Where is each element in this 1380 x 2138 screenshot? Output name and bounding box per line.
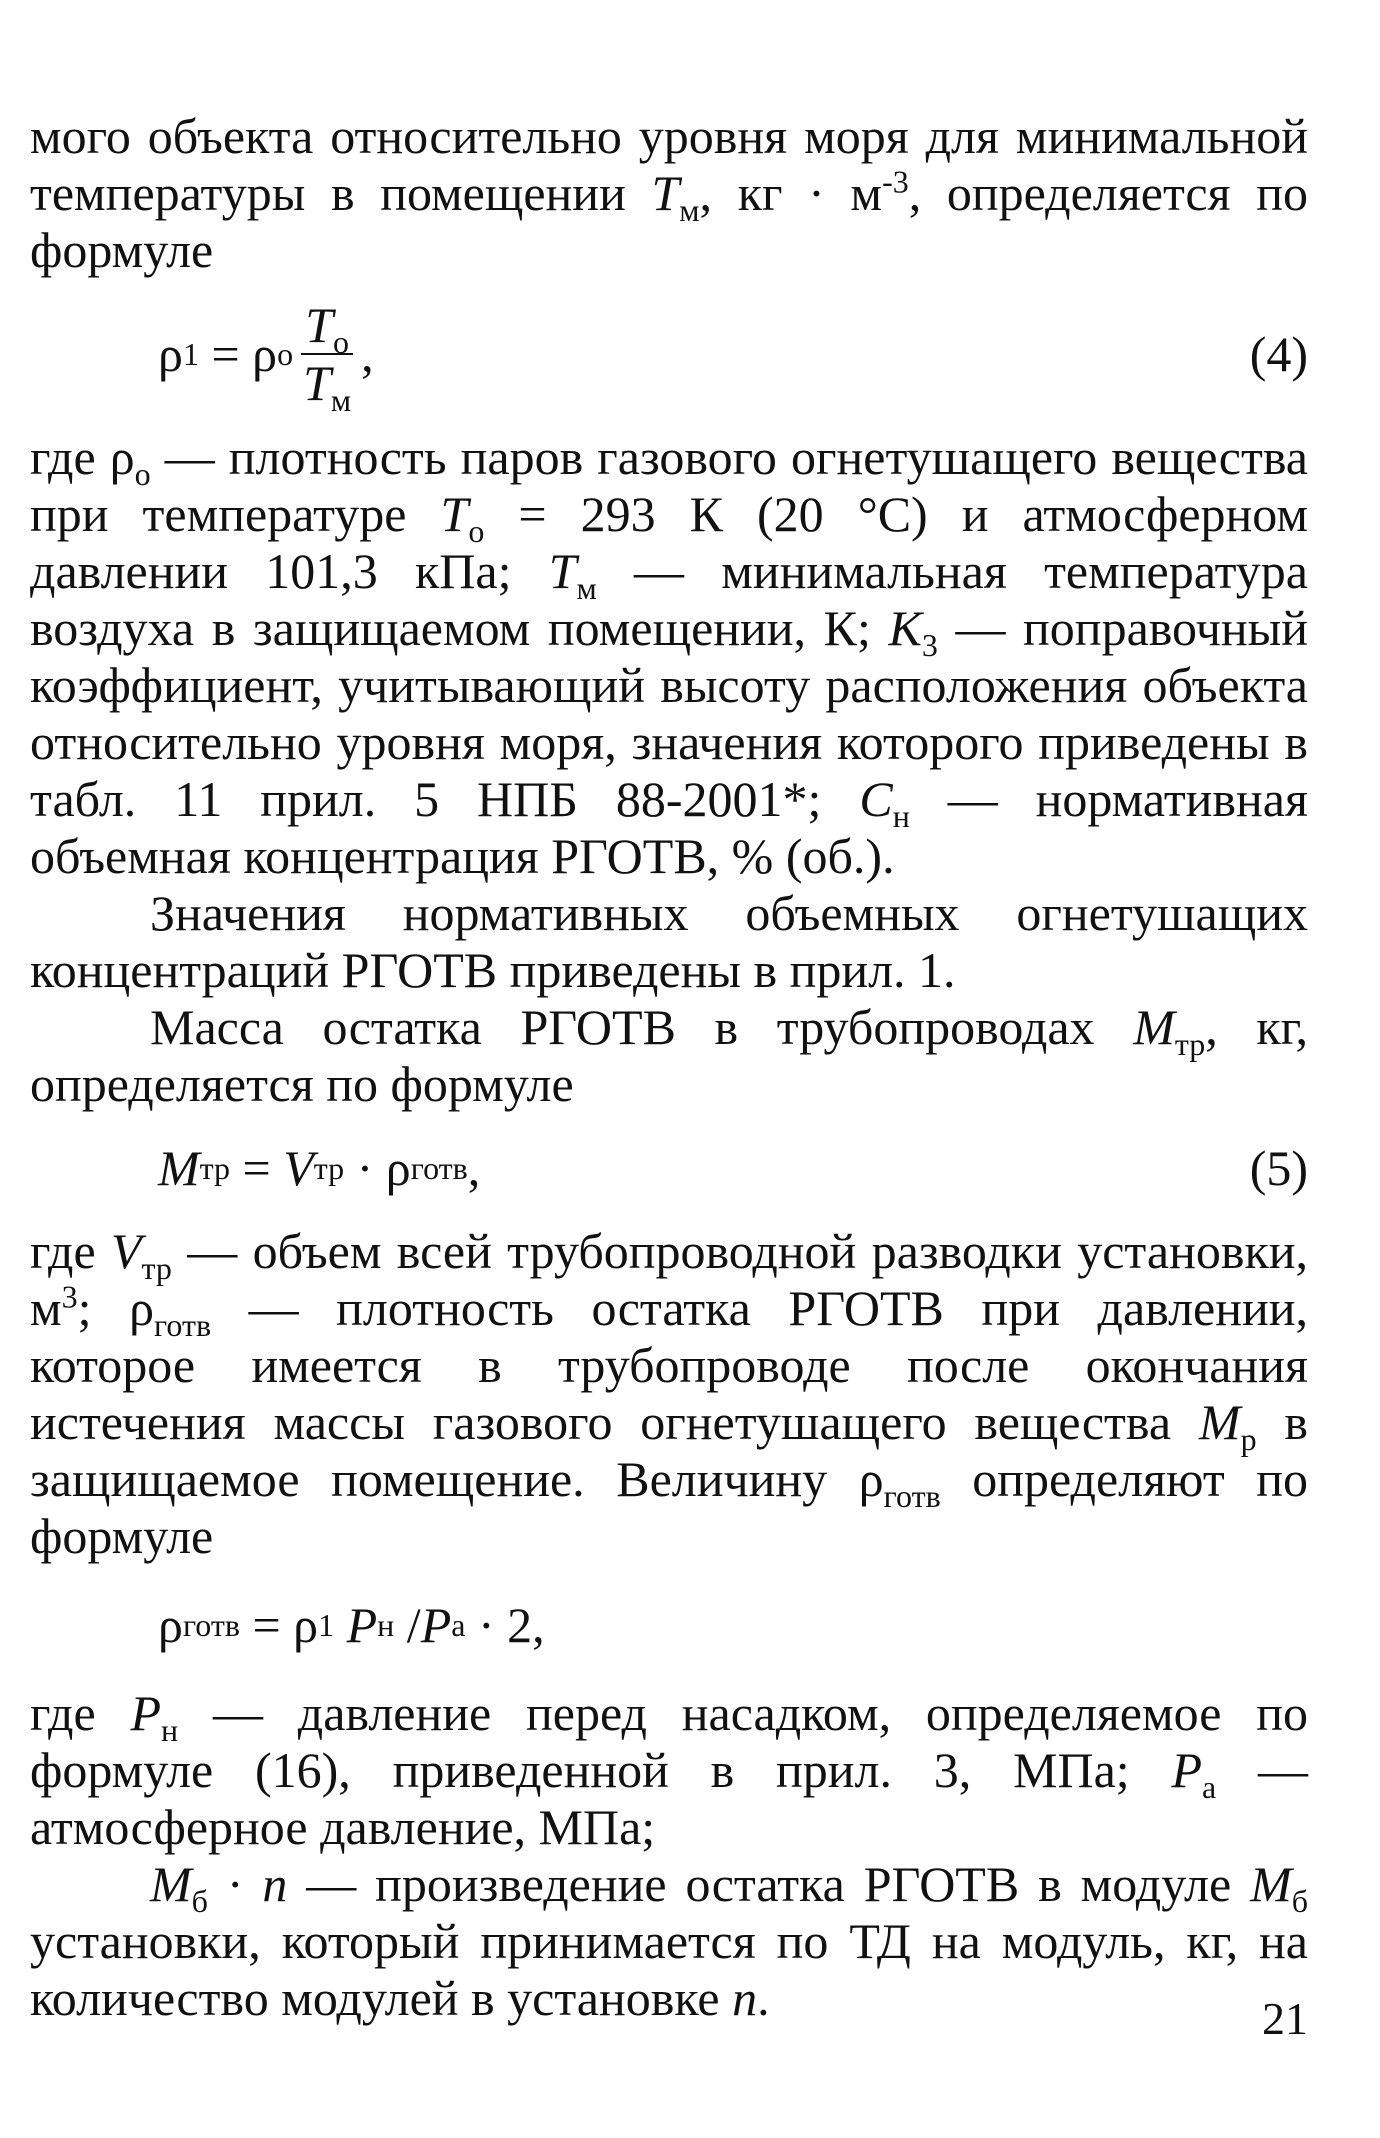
var: T <box>303 355 331 411</box>
sub: тр <box>1174 1026 1206 1062</box>
text: · <box>207 1856 263 1912</box>
formula-6 <box>30 1565 1308 1685</box>
sub: н <box>161 1712 179 1748</box>
var: T <box>548 543 577 599</box>
text: ; ρ <box>77 1280 155 1336</box>
sub: о <box>333 324 350 360</box>
sub: б <box>191 1883 208 1919</box>
text: . <box>757 1970 770 2026</box>
sub: 3 <box>921 627 938 663</box>
text: , кг · м <box>699 165 883 221</box>
symbol: · 2, <box>465 1596 545 1653</box>
paragraph-4 <box>30 999 1308 1113</box>
text: — поправочный коэффициент, учитывающий высоту расположения объекта относительно уровня моря, значения которого приведены в табл. 11 прил. 5 НПБ 88-2001*; <box>30 600 1308 827</box>
sub: н <box>892 798 910 834</box>
var: n <box>262 1856 288 1912</box>
sub: б <box>1291 1883 1308 1919</box>
text: — плотность паров газового огнетушащего вещества при температуре <box>30 429 1308 542</box>
equation-number-4: (4) <box>1249 325 1308 382</box>
symbol: = <box>230 1139 284 1196</box>
sub: о <box>468 513 485 549</box>
var: M <box>1133 999 1175 1055</box>
text: мого объекта относительно уровня моря для минимальной температуры в помещении <box>30 108 1308 221</box>
formula-4-expression: ρ 1 = ρ о $\frac{T_о}{T_м}$ , <box>158 297 374 418</box>
symbol: , <box>361 325 374 382</box>
numerator <box>301 297 353 360</box>
text: — нормативная объемная концентрация РГОТВ, % (об.). <box>30 771 1308 884</box>
text: , кг, определяется по формуле <box>30 999 1308 1112</box>
sup: -3 <box>882 163 909 200</box>
text: — произведение остатка РГОТВ в модуле <box>287 1856 1251 1912</box>
sub: о <box>134 456 151 492</box>
symbol <box>334 1597 347 1654</box>
sub: м <box>330 382 352 418</box>
symbol: , <box>467 1139 481 1196</box>
formula-4 <box>30 279 1308 429</box>
var: K <box>888 600 922 656</box>
text: установки, который принимается по ТД на модуль, кг, на количество модулей в установке <box>30 1913 1308 2026</box>
var-T: T <box>651 165 680 221</box>
var: M <box>1198 1394 1241 1450</box>
sub: м <box>576 570 597 606</box>
symbol: = ρ <box>198 325 278 382</box>
text: = 293 К (20 °С) и атмосферном давлении 101,3 кПа; <box>30 486 1308 599</box>
fraction <box>299 297 355 418</box>
symbol: = ρ <box>239 1596 319 1653</box>
var: C <box>859 771 893 827</box>
var: P <box>420 1596 452 1653</box>
formula-5-expression: M тр = V тр · ρ готв , <box>158 1139 481 1196</box>
sub: готв <box>154 1307 212 1343</box>
equation-number-5: (5) <box>1249 1139 1308 1196</box>
text: — давление перед насадком, определяемое по формуле (16), приведенной в прил. 3, МПа; <box>30 1685 1308 1798</box>
paragraph-1 <box>30 108 1308 279</box>
symbol: / <box>394 1596 421 1653</box>
sub: а <box>1202 1769 1217 1805</box>
sub: р <box>1240 1421 1257 1457</box>
text: — атмосферное давление, МПа; <box>30 1742 1308 1855</box>
paragraph-5 <box>30 1223 1308 1565</box>
paragraph-7 <box>30 1856 1308 2027</box>
sub: готв <box>883 1478 941 1514</box>
sub: м <box>679 192 700 228</box>
text: где <box>30 1223 111 1279</box>
text: где <box>30 1685 131 1741</box>
var: n <box>732 1970 758 2026</box>
denominator <box>299 355 355 418</box>
text: — объем всей трубопроводной разводки установки, м <box>30 1223 1308 1336</box>
var: V <box>283 1139 314 1196</box>
var: T <box>440 486 469 542</box>
var: P <box>1171 1742 1203 1798</box>
var: M <box>150 1856 192 1912</box>
var: T <box>305 297 334 353</box>
paragraph-3: Значения нормативных объемных огнетушащих концентраций РГОТВ приведены в прил. 1. <box>30 885 1308 998</box>
symbol: · ρ <box>344 1139 411 1196</box>
text: — плотность остатка РГОТВ при давлении, которое имеется в трубопроводе после окончания истечения массы газового огнетушащего вещества <box>30 1280 1309 1450</box>
var: V <box>110 1223 142 1279</box>
formula-6-expression: ρ готв = ρ 1 P н / P а · 2, <box>158 1596 545 1653</box>
text: Масса остатка РГОТВ в трубопроводах <box>150 999 1134 1055</box>
formula-5 <box>30 1113 1308 1223</box>
text: в защищаемое помещение. Величину ρ <box>30 1394 1309 1507</box>
symbol: ρ <box>158 325 183 382</box>
var: P <box>346 1596 378 1653</box>
var: P <box>130 1685 162 1741</box>
sup: 3 <box>61 1278 78 1315</box>
text: — минимальная температура воздуха в защищаемом помещении, К; <box>30 543 1309 656</box>
page-number: 21 <box>1262 1993 1308 2044</box>
text: определяют по формуле <box>30 1451 1308 1564</box>
var: M <box>1250 1856 1292 1912</box>
paragraph-6 <box>30 1685 1308 1856</box>
var: M <box>158 1139 200 1196</box>
text: , определяется по формуле <box>30 165 1309 278</box>
paragraph-2 <box>30 429 1308 885</box>
text: где ρ <box>30 429 135 485</box>
sub: тр <box>141 1250 172 1286</box>
symbol: ρ <box>158 1596 183 1653</box>
